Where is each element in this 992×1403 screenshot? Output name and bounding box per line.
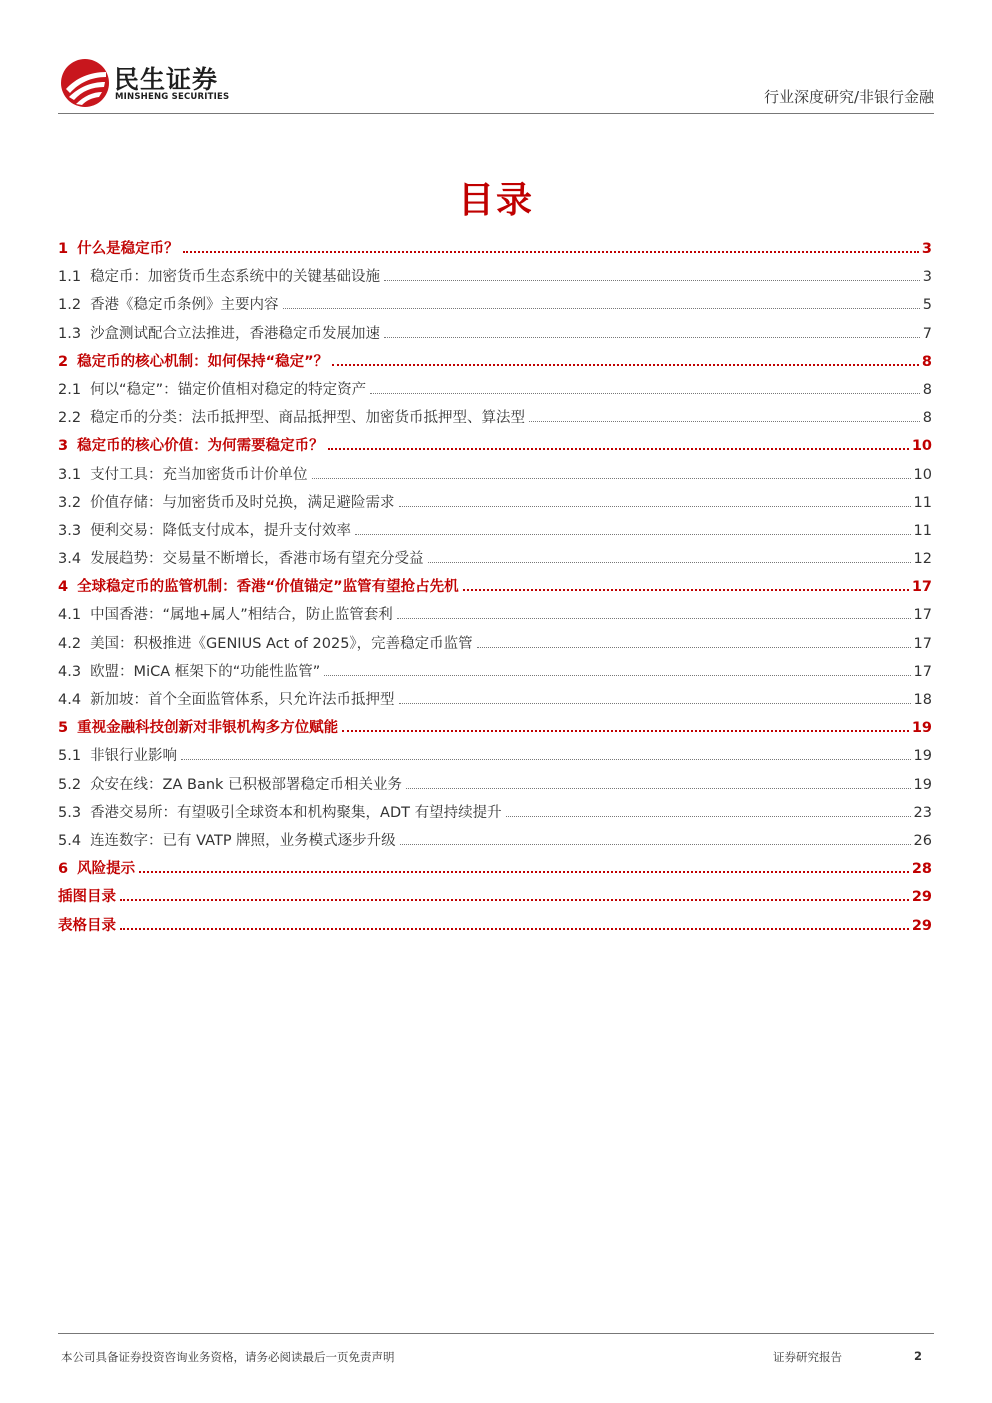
toc-dot-leader (399, 703, 911, 704)
toc-page-number: 18 (913, 692, 932, 708)
toc-entry-number: 1.3 (58, 325, 82, 342)
toc-page-number: 8 (921, 353, 932, 370)
toc-entry-label (58, 575, 459, 596)
toc-entry-text: 表格目录 (58, 917, 116, 934)
toc-dot-leader (428, 562, 911, 563)
toc-dot-leader (183, 251, 919, 253)
toc-entry-number: 5.4 (58, 832, 82, 849)
toc-entry-label (58, 773, 402, 794)
toc-entry-label (58, 434, 324, 455)
toc-section-entry[interactable] (58, 434, 932, 462)
toc-entry-text: 香港交易所：有望吸引全球资本和机构聚集，ADT 有望持续提升 (90, 804, 502, 821)
toc-entry-text: 价值存储：与加密货币及时兑换，满足避险需求 (90, 494, 395, 511)
toc-entry-text: 中国香港：“属地+属人”相结合，防止监管套利 (90, 607, 393, 624)
toc-page-number: 17 (911, 579, 932, 596)
toc-page-number: 28 (911, 861, 932, 878)
toc-subsection-entry[interactable] (58, 801, 932, 829)
toc-section-entry[interactable] (58, 914, 932, 942)
toc-page-number: 5 (922, 297, 932, 314)
toc-entry-label (58, 885, 116, 906)
minsheng-logo-icon (60, 58, 110, 108)
toc-entry-number: 4.2 (58, 635, 82, 652)
toc-section-entry[interactable] (58, 350, 932, 378)
page-number: 2 (914, 1349, 923, 1363)
toc-entry-text: 众安在线：ZA Bank 已积极部署稳定币相关业务 (90, 776, 403, 793)
toc-dot-leader (506, 816, 911, 817)
toc-entry-label (58, 547, 424, 568)
toc-entry-number: 1 (58, 241, 69, 257)
toc-subsection-entry[interactable] (58, 519, 932, 547)
toc-dot-leader (120, 899, 909, 901)
toc-entry-number: 5.1 (58, 748, 82, 765)
toc-dot-leader (529, 421, 920, 422)
toc-section-entry[interactable] (58, 885, 932, 913)
toc-dot-leader (342, 730, 909, 732)
toc-entry-text: 美国：积极推进《GENIUS Act of 2025》，完善稳定币监管 (90, 635, 473, 652)
report-category: 行业深度研究/非银行金融 (763, 88, 934, 106)
toc-subsection-entry[interactable] (58, 773, 932, 801)
toc-dot-leader (283, 308, 920, 309)
toc-entry-text: 沙盒测试配合立法推进，香港稳定币发展加速 (90, 325, 381, 342)
toc-entry-text: 连连数字：已有 VATP 牌照，业务模式逐步升级 (90, 832, 396, 849)
toc-dot-leader (312, 478, 911, 479)
toc-entry-text: 稳定币的分类：法币抵押型、商品抵押型、加密货币抵押型、算法型 (90, 410, 526, 427)
toc-page-number: 10 (911, 438, 932, 455)
toc-entry-label (58, 293, 279, 314)
toc-page-number: 12 (913, 551, 932, 568)
toc-subsection-entry[interactable] (58, 293, 932, 321)
toc-page-number: 26 (913, 832, 932, 849)
toc-dot-leader (120, 928, 909, 930)
toc-entry-number: 3.4 (58, 551, 82, 568)
toc-entry-text: 香港《稳定币条例》主要内容 (90, 297, 279, 314)
toc-entry-number: 2.2 (58, 410, 82, 427)
toc-entry-number: 2.1 (58, 381, 82, 398)
toc-entry-label (58, 716, 338, 737)
toc-subsection-entry[interactable] (58, 463, 932, 491)
toc-dot-leader (370, 393, 920, 394)
toc-page-number: 19 (913, 776, 932, 793)
toc-subsection-entry[interactable] (58, 744, 932, 772)
toc-entry-text: 重视金融科技创新对非银机构多方位赋能 (77, 720, 339, 737)
toc-entry-number: 4.4 (58, 692, 82, 708)
toc-subsection-entry[interactable] (58, 603, 932, 631)
toc-entry-text: 发展趋势：交易量不断增长，香港市场有望充分受益 (90, 551, 424, 568)
toc-page-number: 29 (911, 889, 932, 906)
toc-page-number: 7 (922, 325, 932, 342)
toc-page-number: 11 (913, 522, 932, 539)
toc-entry-label (58, 519, 351, 540)
logo-chinese-text: 民生证券 (114, 65, 219, 94)
toc-entry-text: 全球稳定币的监管机制：香港“价值锚定”监管有望抢占先机 (77, 579, 459, 596)
toc-page-number: 10 (913, 466, 932, 483)
toc-entry-text: 风险提示 (77, 861, 136, 878)
toc-dot-leader (324, 675, 910, 676)
footer-divider (58, 1333, 934, 1334)
toc-dot-leader (397, 618, 911, 619)
toc-entry-label (58, 744, 177, 765)
toc-entry-number: 3.1 (58, 466, 82, 483)
toc-page-number: 17 (913, 607, 932, 624)
toc-entry-number: 3 (58, 438, 69, 455)
toc-entry-number: 4.1 (58, 607, 82, 624)
toc-subsection-entry[interactable] (58, 829, 932, 857)
toc-dot-leader (463, 589, 909, 591)
toc-entry-label (58, 406, 525, 427)
toc-entry-label (58, 914, 116, 935)
header-divider (58, 113, 934, 114)
toc-entry-number: 1.1 (58, 269, 82, 286)
toc-subsection-entry[interactable] (58, 491, 932, 519)
toc-entry-number: 5.3 (58, 804, 82, 821)
toc-entry-label (58, 688, 395, 709)
toc-subsection-entry[interactable] (58, 322, 932, 350)
toc-entry-number: 3.2 (58, 494, 82, 511)
toc-page-number: 29 (911, 917, 932, 934)
page-header (58, 50, 934, 116)
toc-entry-label (58, 265, 380, 286)
toc-entry-number: 4 (58, 579, 69, 596)
toc-page-number: 11 (913, 494, 932, 511)
toc-entry-label (58, 378, 366, 399)
toc-entry-label (58, 857, 135, 878)
toc-entry-number: 2 (58, 353, 69, 370)
table-of-contents (58, 237, 932, 942)
toc-entry-number: 1.2 (58, 297, 82, 314)
toc-entry-label (58, 829, 396, 850)
toc-page-number: 3 (921, 241, 932, 257)
toc-entry-label (58, 322, 380, 343)
toc-page-number: 19 (913, 748, 932, 765)
toc-entry-text: 插图目录 (58, 889, 116, 906)
toc-subsection-entry[interactable] (58, 378, 932, 406)
toc-entry-number: 5 (58, 720, 69, 737)
toc-dot-leader (400, 844, 911, 845)
toc-section-entry[interactable] (58, 575, 932, 603)
toc-dot-leader (181, 759, 910, 760)
toc-dot-leader (384, 280, 920, 281)
toc-page-number: 19 (911, 720, 932, 737)
toc-section-entry[interactable] (58, 716, 932, 744)
toc-section-entry[interactable] (58, 857, 932, 885)
toc-page-number: 23 (913, 804, 932, 821)
toc-entry-text: 什么是稳定币？ (77, 241, 179, 257)
footer-disclaimer: 本公司具备证券投资咨询业务资格，请务必阅读最后一页免责声明 (61, 1350, 395, 1364)
toc-entry-label (58, 237, 179, 258)
toc-entry-label (58, 632, 473, 653)
toc-dot-leader (399, 506, 911, 507)
toc-dot-leader (332, 364, 919, 366)
toc-entry-label (58, 491, 395, 512)
logo-english-text: MINSHENG SECURITIES (115, 92, 230, 102)
toc-dot-leader (406, 788, 910, 789)
toc-entry-text: 何以“稳定”：锚定价值相对稳定的特定资产 (90, 381, 367, 398)
toc-entry-text: 非银行业影响 (90, 748, 178, 765)
toc-dot-leader (139, 871, 909, 873)
toc-dot-leader (384, 337, 920, 338)
toc-section-entry[interactable] (58, 237, 932, 265)
toc-subsection-entry[interactable] (58, 406, 932, 434)
toc-dot-leader (328, 448, 909, 450)
toc-subsection-entry[interactable] (58, 265, 932, 293)
toc-page-number: 17 (913, 635, 932, 652)
footer-report-type: 证券研究报告 (773, 1350, 842, 1364)
toc-entry-number: 6 (58, 861, 69, 878)
toc-entry-number: 5.2 (58, 776, 82, 793)
toc-dot-leader (355, 534, 910, 535)
toc-page-number: 17 (913, 663, 932, 680)
toc-entry-number: 3.3 (58, 522, 82, 539)
toc-entry-text: 稳定币：加密货币生态系统中的关键基础设施 (90, 269, 381, 286)
toc-subsection-entry[interactable] (58, 660, 932, 688)
toc-entry-text: 便利交易：降低支付成本，提升支付效率 (90, 522, 352, 539)
toc-entry-label (58, 603, 393, 624)
toc-entry-number: 4.3 (58, 663, 82, 680)
toc-entry-label (58, 801, 502, 822)
toc-title: 目录 (457, 180, 534, 221)
toc-entry-label (58, 350, 328, 371)
toc-entry-text: 稳定币的核心机制：如何保持“稳定”？ (77, 353, 329, 370)
toc-entry-text: 稳定币的核心价值：为何需要稳定币？ (77, 438, 324, 455)
toc-page-number: 3 (922, 269, 932, 286)
toc-entry-text: 欧盟：MiCA 框架下的“功能性监管” (90, 663, 321, 680)
toc-subsection-entry[interactable] (58, 632, 932, 660)
toc-entry-label (58, 463, 308, 484)
toc-page-number: 8 (922, 410, 932, 427)
toc-subsection-entry[interactable] (58, 547, 932, 575)
toc-page-number: 8 (922, 381, 932, 398)
toc-entry-text: 新加坡：首个全面监管体系，只允许法币抵押型 (90, 692, 395, 708)
toc-subsection-entry[interactable] (58, 688, 932, 716)
toc-entry-text: 支付工具：充当加密货币计价单位 (90, 466, 308, 483)
toc-dot-leader (477, 647, 911, 648)
toc-entry-label (58, 660, 320, 681)
